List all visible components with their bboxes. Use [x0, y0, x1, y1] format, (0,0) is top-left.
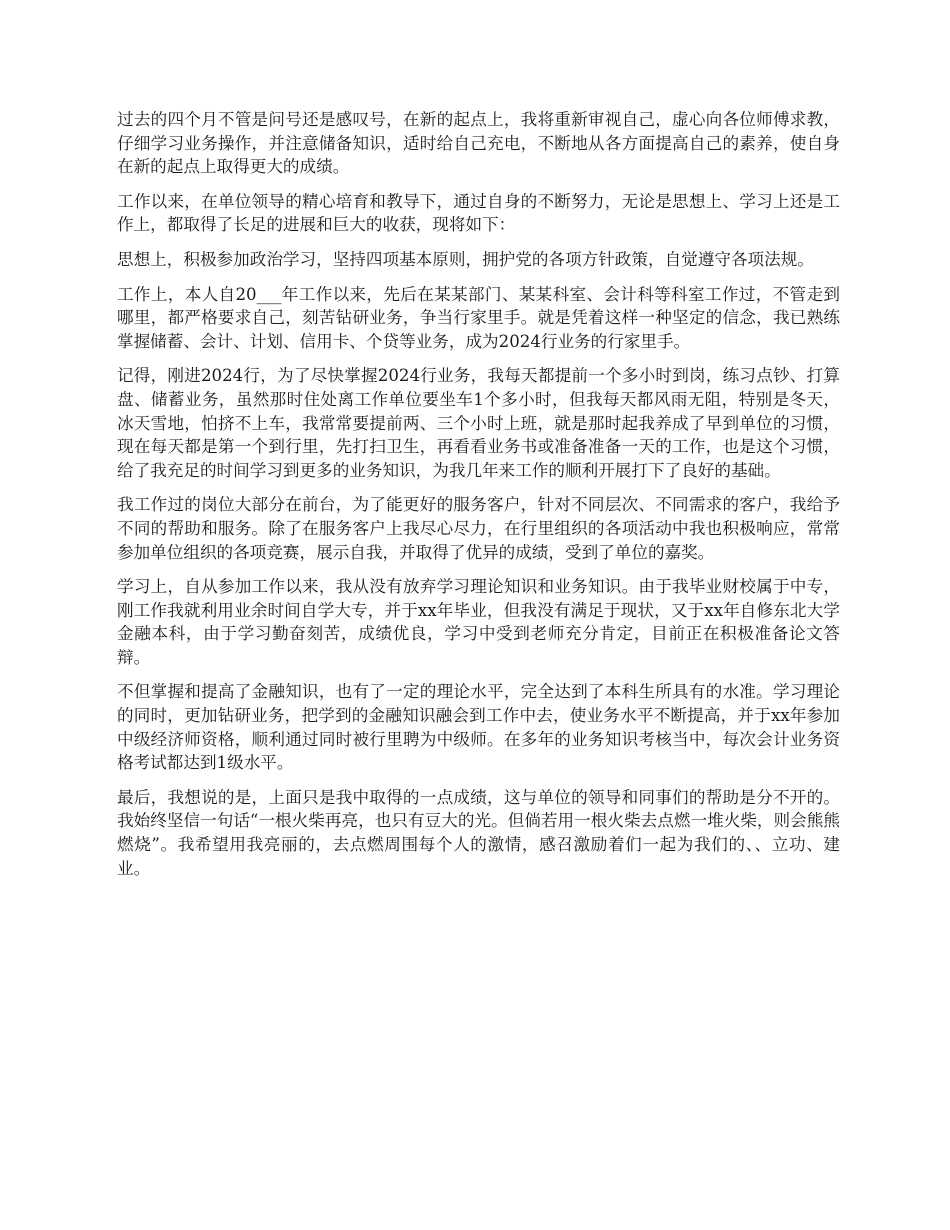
paragraph-6: 我工作过的岗位大部分在前台，为了能更好的服务客户，针对不同层次、不同需求的客户，我给予不同的帮助和服务。除了在服务客户上我尽心尽力，在行里组织的各项活动中我也积极响应，常常参加单位组织的各项竞赛，展示自我，并取得了优异的成绩，受到了单位的嘉奖。 [117, 495, 840, 562]
paragraph-1: 过去的四个月不管是问号还是感叹号，在新的起点上，我将重新审视自己，虚心向各位师傅求教，仔细学习业务操作，并注意储备知识，适时给自己充电，不断地从各方面提高自己的素养，使自身在新的起点上取得更大的成绩。 [117, 110, 840, 177]
paragraph-4: 工作上，本人自20___年工作以来，先后在某某部门、某某科室、会计科等科室工作过，不管走到哪里，都严格要求自己，刻苦钻研业务，争当行家里手。就是凭着这样一种坚定的信念，我已熟练掌握储蓄、会计、计划、信用卡、个贷等业务，成为2024行业务的行家里手。 [117, 284, 840, 351]
paragraph-2: 工作以来，在单位领导的精心培育和教导下，通过自身的不断努力，无论是思想上、学习上还是工作上，都取得了长足的进展和巨大的收获，现将如下： [117, 191, 840, 235]
document-body [117, 108, 840, 891]
paragraph-3: 思想上，积极参加政治学习，坚持四项基本原则，拥护党的各项方针政策，自觉遵守各项法规。 [117, 249, 814, 269]
paragraph-8: 不但掌握和提高了金融知识，也有了一定的理论水平，完全达到了本科生所具有的水准。学习理论的同时，更加钻研业务，把学到的金融知识融会到工作中去，使业务水平不断提高，并于xx年参加中级经济师资格，顺利通过同时被行里聘为中级师。在多年的业务知识考核当中，每次会计业务资格考试都达到1级水平。 [117, 682, 840, 773]
paragraph-7: 学习上，自从参加工作以来，我从没有放弃学习理论知识和业务知识。由于我毕业财校属于中专，刚工作我就利用业余时间自学大专，并于xx年毕业，但我没有满足于现状，又于xx年自修东北大学金融本科，由于学习勤奋刻苦，成绩优良，学习中受到老师充分肯定，目前正在积极准备论文答辩。 [117, 577, 840, 667]
paragraph-5: 记得，刚进2024行，为了尽快掌握2024行业务，我每天都提前一个多小时到岗，练习点钞、打算盘、储蓄业务，虽然那时住处离工作单位要坐车1个多小时，但我每天都风雨无阻，特别是冬天，冰天雪地，怕挤不上车，我常常要提前两、三个小时上班，就是那时起我养成了早到单位的习惯，现在每天都是第一个到行里，先打扫卫生，再看看业务书或准备准备一天的工作，也是这个习惯，给了我充足的时间学习到更多的业务知识，为我几年来工作的顺利开展打下了良好的基础。 [117, 366, 840, 480]
paragraph-9: 最后，我想说的是，上面只是我中取得的一点成绩，这与单位的领导和同事们的帮助是分不开的。我始终坚信一句话“一根火柴再亮，也只有豆大的光。但倘若用一根火柴去点燃一堆火柴，则会熊熊燃烧”。我希望用我亮丽的，去点燃周围每个人的激情，感召激励着们一起为我们的、、立功、建业。 [117, 787, 840, 878]
